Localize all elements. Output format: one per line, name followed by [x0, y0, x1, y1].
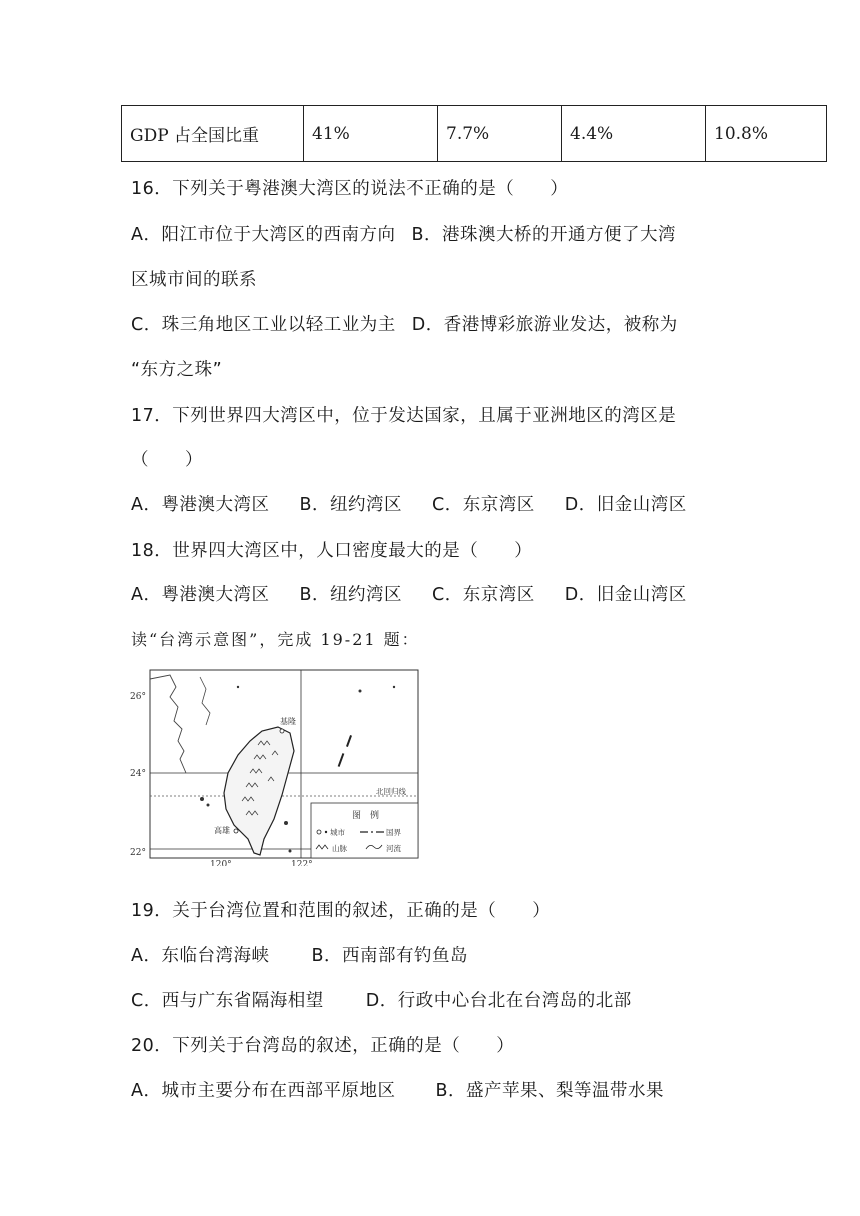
legend-river: 河流: [386, 844, 401, 853]
q16-options-ab: [131, 221, 676, 246]
q19-option-a: A．东临台湾海峡: [131, 946, 270, 966]
q20-options-ab: [131, 1077, 664, 1102]
city-marker: [280, 729, 284, 733]
city-marker: [234, 829, 238, 833]
q16-option-c: C．珠三角地区工业以轻工业为主: [131, 315, 396, 335]
table-cell: 10.8%: [706, 106, 827, 162]
q20-stem: 20．下列关于台湾岛的叙述，正确的是（ ）: [131, 1036, 515, 1056]
q20-option-a: A．城市主要分布在西部平原地区: [131, 1081, 396, 1101]
map-intro: 读“台湾示意图”，完成 19-21 题：: [131, 630, 420, 649]
lat-label: 26°: [130, 692, 146, 702]
q17-option-a: A．粤港澳大湾区: [131, 495, 270, 515]
q16-options-cd: [131, 311, 678, 336]
q19-options-ab: [131, 942, 468, 967]
lon-label: 122°: [291, 860, 313, 866]
q16-option-d-cont: “东方之珠”: [131, 360, 223, 380]
q17-paren: （ ）: [131, 450, 203, 470]
q18-option-a: A．粤港澳大湾区: [131, 585, 270, 605]
q18-option-b: B．纽约湾区: [299, 585, 402, 605]
q18-stem: 18．世界四大湾区中，人口密度最大的是（ ）: [131, 541, 533, 561]
q18-options: [131, 581, 687, 606]
q17-options: [131, 491, 687, 516]
tropic-label: 北回归线: [376, 787, 406, 796]
table-row: [122, 106, 827, 162]
lat-label: 22°: [130, 848, 146, 858]
table-cell: 4.4%: [562, 106, 706, 162]
q18-option-d: D．旧金山湾区: [564, 585, 687, 605]
legend-border: 国界: [386, 828, 401, 837]
taiwan-map: [130, 669, 422, 866]
q16-option-a: A．阳江市位于大湾区的西南方向: [131, 225, 396, 245]
q16-option-d: D．香港博彩旅游业发达，被称为: [411, 315, 678, 335]
q16-option-b-cont: 区城市间的联系: [131, 270, 257, 290]
lon-label: 120°: [210, 860, 232, 866]
legend-mountain: 山脉: [332, 844, 347, 853]
q19-stem: 19．关于台湾位置和范围的叙述，正确的是（ ）: [131, 901, 551, 921]
q17-option-c: C．东京湾区: [432, 495, 535, 515]
q17-option-d: D．旧金山湾区: [564, 495, 687, 515]
q17-option-b: B．纽约湾区: [299, 495, 402, 515]
q19-option-b: B．西南部有钓鱼岛: [311, 946, 468, 966]
q16-stem: 16．下列关于粤港澳大湾区的说法不正确的是（ ）: [131, 179, 569, 199]
legend-title: 图 例: [352, 811, 380, 821]
table-cell: 7.7%: [438, 106, 562, 162]
q19-options-cd: [131, 987, 632, 1012]
q19-option-d: D．行政中心台北在台湾岛的北部: [365, 991, 632, 1011]
q16-option-b: B．港珠澳大桥的开通方便了大湾: [411, 225, 676, 245]
table-cell: 41%: [304, 106, 438, 162]
q18-option-c: C．东京湾区: [432, 585, 535, 605]
legend-city: 城市: [330, 828, 345, 837]
q17-stem: 17．下列世界四大湾区中，位于发达国家，且属于亚洲地区的湾区是: [131, 406, 677, 426]
taiwan-island: [224, 727, 294, 855]
city-label-south: 高雄: [214, 826, 230, 835]
q20-option-b: B．盛产苹果、梨等温带水果: [435, 1081, 664, 1101]
table-row-label: GDP 占全国比重: [122, 106, 304, 162]
taiwan-map-svg: [130, 669, 422, 866]
city-label-north: 基隆: [280, 717, 296, 726]
lat-label: 24°: [130, 769, 146, 779]
gdp-table: [121, 105, 827, 162]
q19-option-c: C．西与广东省隔海相望: [131, 991, 324, 1011]
